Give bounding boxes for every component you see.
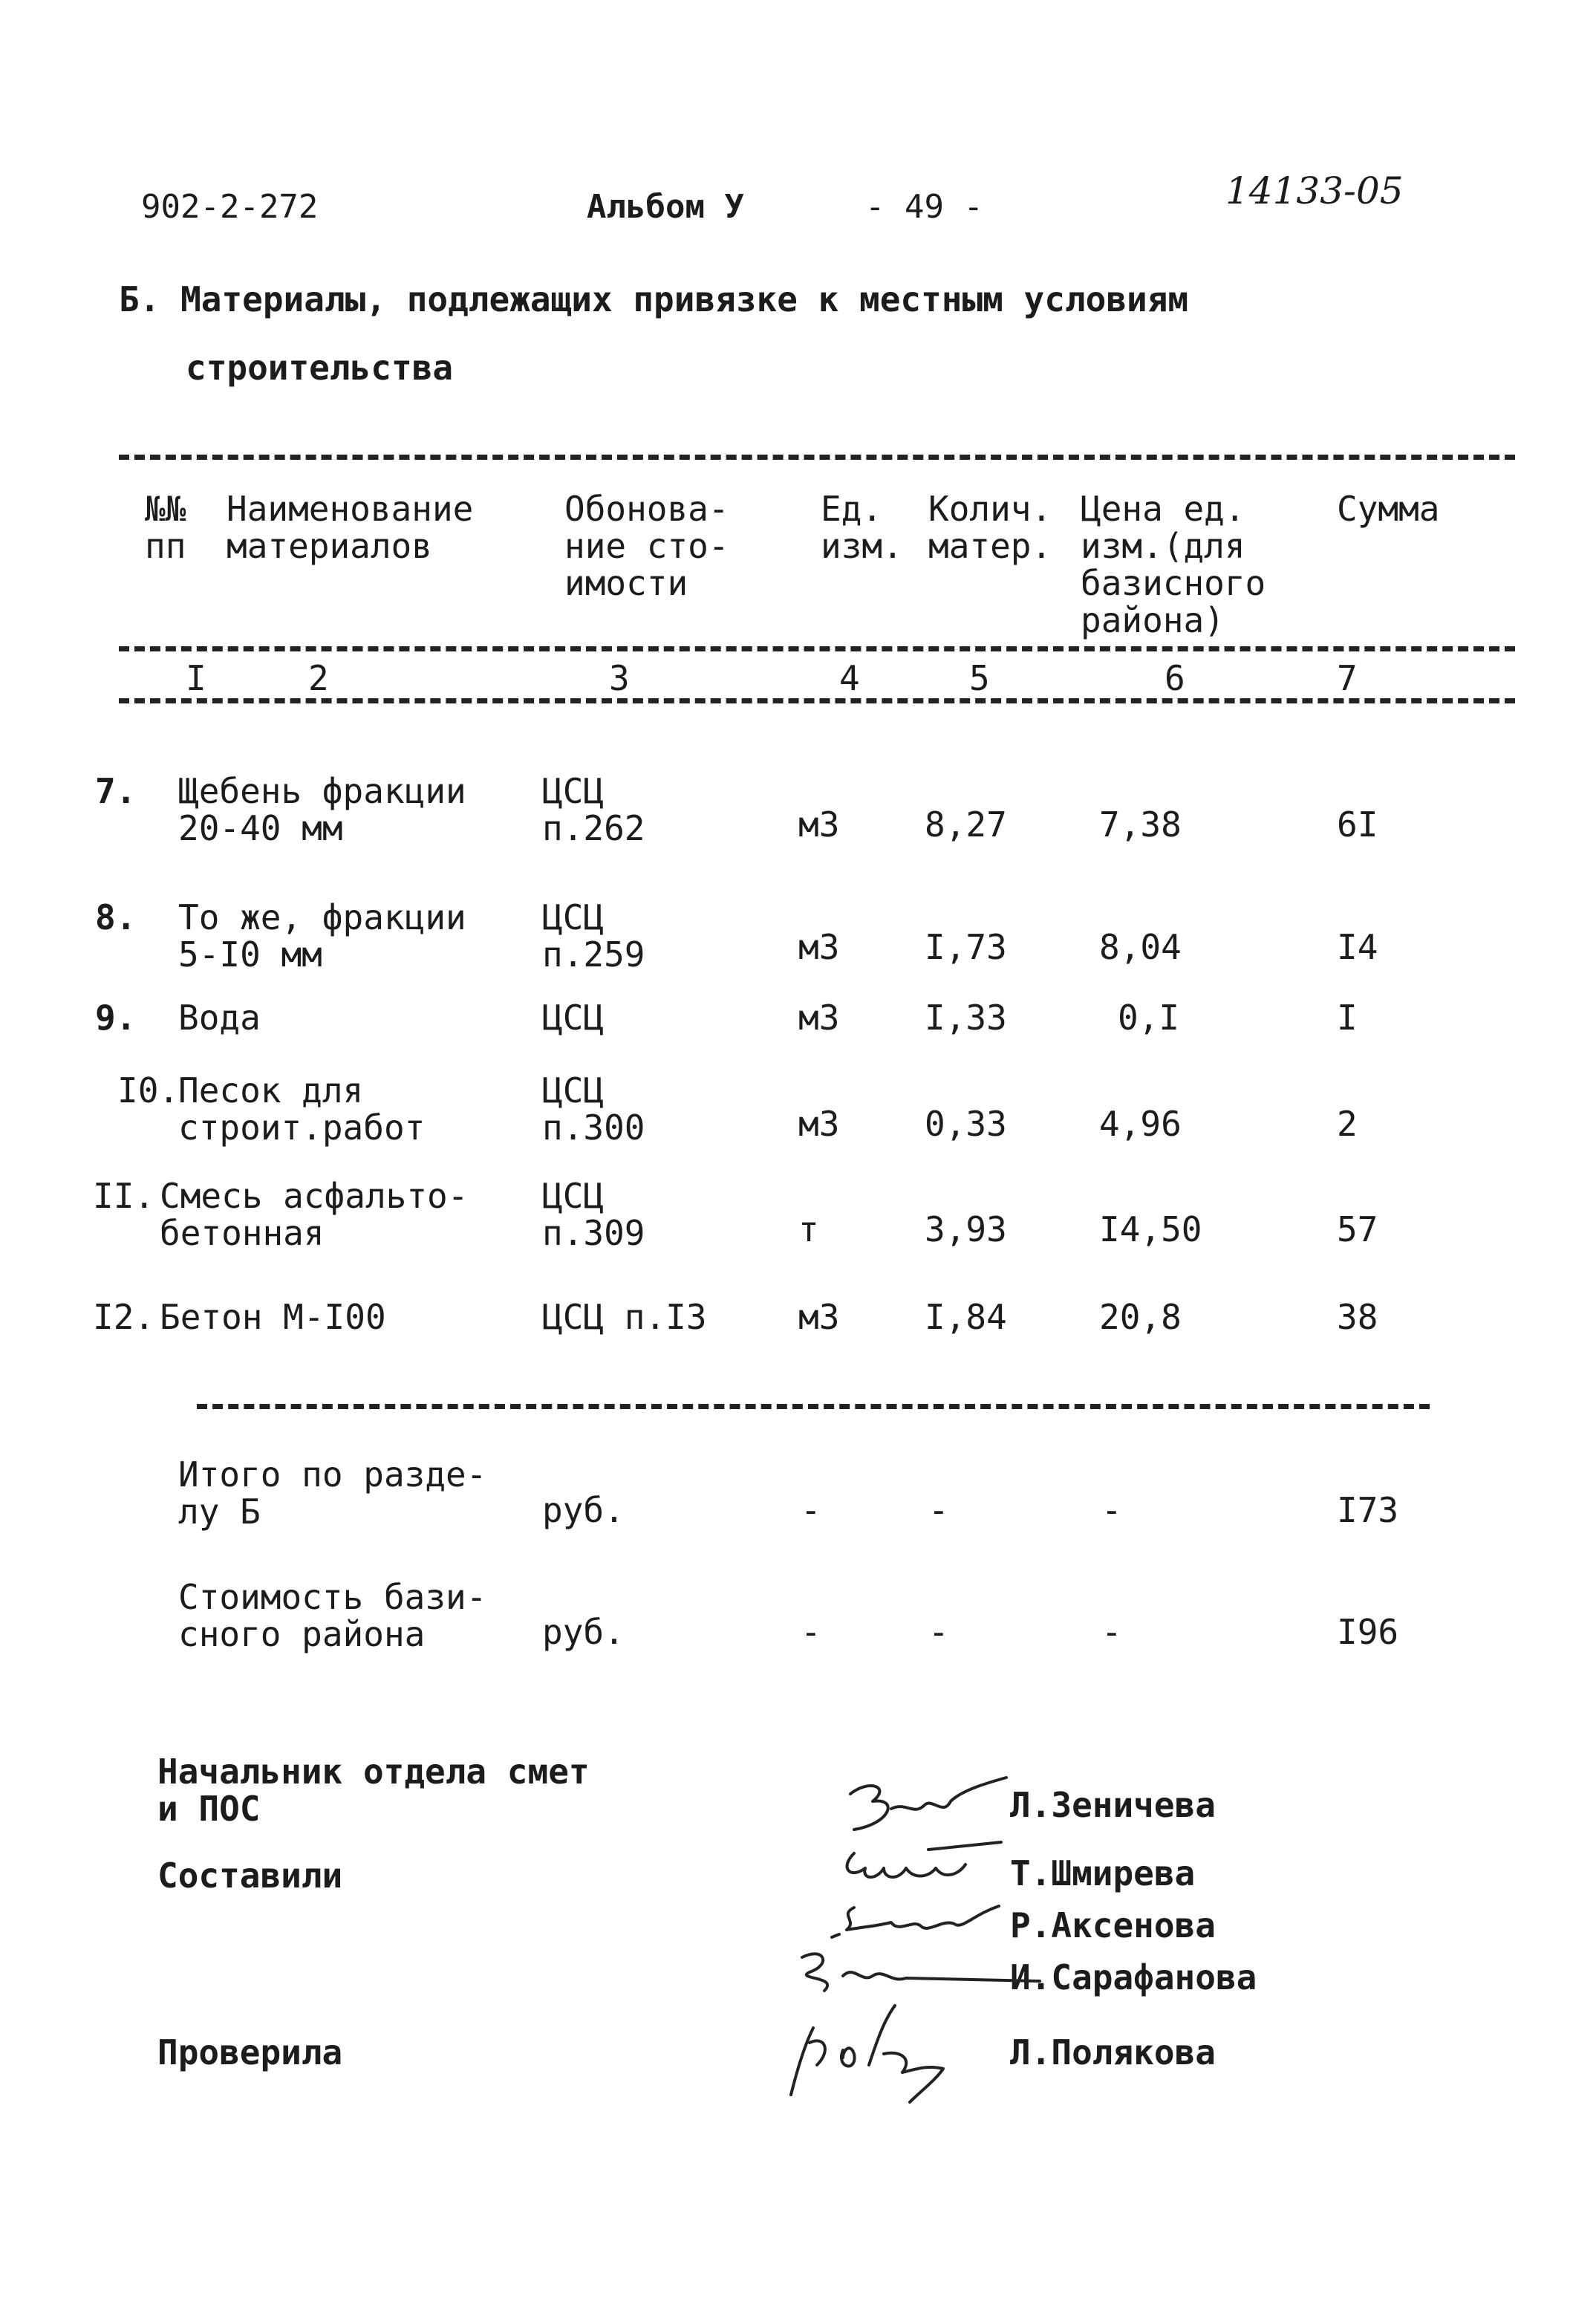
quantity: 0,33 [925,1104,1007,1144]
sum: 6I [1337,804,1378,845]
row-number: II. [93,1176,155,1216]
col-header-num: №№ пп [145,489,186,566]
col-header-basis: Обонова- ние сто- имости [564,489,729,603]
material-name: Песок для строит.работ [178,1070,426,1148]
signer-name: Р.Аксенова [1010,1905,1216,1945]
material-name: Вода [178,998,261,1038]
total-sum: I73 [1337,1490,1399,1530]
quantity: 3,93 [925,1209,1007,1249]
col-number: 5 [969,658,990,698]
total-currency: руб. [542,1490,625,1530]
col-header-price: Цена ед. изм.(для базисного района) [1081,489,1266,640]
base-cost-currency: руб. [542,1612,625,1652]
row-number: 8. [95,897,137,937]
total-unit: - [801,1490,821,1530]
quantity: I,33 [925,998,1007,1038]
unit-price: 7,38 [1099,804,1182,845]
table-bottom-rule [197,1404,1430,1409]
row-number: I0. [117,1070,180,1111]
base-cost-qty: - [928,1612,949,1652]
quantity: I,73 [925,927,1007,967]
base-cost-price: - [1101,1612,1122,1652]
material-name: Щебень фракции 20-40 мм [178,771,466,848]
col-header-unit: Ед. изм. [821,489,903,566]
total-label: Итого по разде- лу Б [178,1454,487,1532]
album-label: Альбом У [587,188,744,226]
doc-code: 902-2-272 [141,188,319,226]
role-compiled-by: Составили [157,1856,343,1896]
signature-aksenova [824,1893,1003,1945]
cost-basis: ЦСЦ п.262 [542,771,645,848]
col-number: 3 [609,658,630,698]
column-numbers-rule [119,698,1515,703]
cost-basis: ЦСЦ [542,998,605,1038]
cost-basis: ЦСЦ п.I3 [542,1297,707,1337]
page-number: - 49 - [865,188,983,226]
header-bottom-rule [119,646,1515,651]
signature-polyakova [772,1998,980,2110]
signature-sarafanova [772,1942,1040,2002]
row-number: I2. [93,1297,155,1337]
sum: 2 [1337,1104,1358,1144]
material-name: То же, фракции 5-I0 мм [178,897,466,975]
signer-name: Л.Зеничева [1010,1785,1216,1825]
unit: м3 [798,1297,840,1337]
col-number: 4 [839,658,860,698]
unit: т [798,1209,819,1249]
sum: 57 [1337,1209,1378,1249]
sum: 38 [1337,1297,1378,1337]
cost-basis: ЦСЦ п.300 [542,1070,645,1148]
table-top-rule [119,455,1515,460]
sum: I [1337,998,1358,1038]
row-number: 7. [95,771,137,811]
unit: м3 [798,927,840,967]
col-header-qty: Колич. матер. [928,489,1052,566]
signature-zenicheva [839,1772,1010,1838]
col-number: 6 [1165,658,1185,698]
unit: м3 [798,804,840,845]
base-cost-unit: - [801,1612,821,1652]
base-cost-label: Стоимость бази- сного района [178,1577,487,1654]
col-header-name: Наименование материалов [227,489,474,566]
unit-price: I4,50 [1099,1209,1202,1249]
role-head-of-department: Начальник отдела смет и ПОС [157,1752,590,1829]
material-name: Смесь асфальто- бетонная [160,1176,469,1253]
signer-name: Л.Полякова [1010,2032,1216,2072]
signer-name: И.Сарафанова [1010,1957,1257,1997]
unit: м3 [798,998,840,1038]
total-qty: - [928,1490,949,1530]
unit-price: 20,8 [1099,1297,1182,1337]
handwritten-stamp: 14133-05 [1225,169,1404,212]
material-name: Бетон М-I00 [160,1297,386,1337]
sum: I4 [1337,927,1378,967]
quantity: I,84 [925,1297,1007,1337]
total-price: - [1101,1490,1122,1530]
col-number: I [186,658,206,698]
quantity: 8,27 [925,804,1007,845]
signer-name: Т.Шмирева [1010,1853,1196,1893]
col-number: 7 [1337,658,1358,698]
section-title: Б. Материалы, подлежащих привязке к местным условиям [119,279,1189,319]
unit-price: 8,04 [1099,927,1182,967]
signature-shmireva [832,1835,1003,1887]
unit-price: 0,I [1118,998,1180,1038]
col-header-sum: Сумма [1337,489,1440,529]
section-title-cont: строительства [186,348,454,388]
cost-basis: ЦСЦ п.259 [542,897,645,975]
base-cost-sum: I96 [1337,1612,1399,1652]
cost-basis: ЦСЦ п.309 [542,1176,645,1253]
row-number: 9. [95,998,137,1038]
role-checked-by: Проверила [157,2032,343,2072]
unit-price: 4,96 [1099,1104,1182,1144]
unit: м3 [798,1104,840,1144]
col-number: 2 [308,658,329,698]
